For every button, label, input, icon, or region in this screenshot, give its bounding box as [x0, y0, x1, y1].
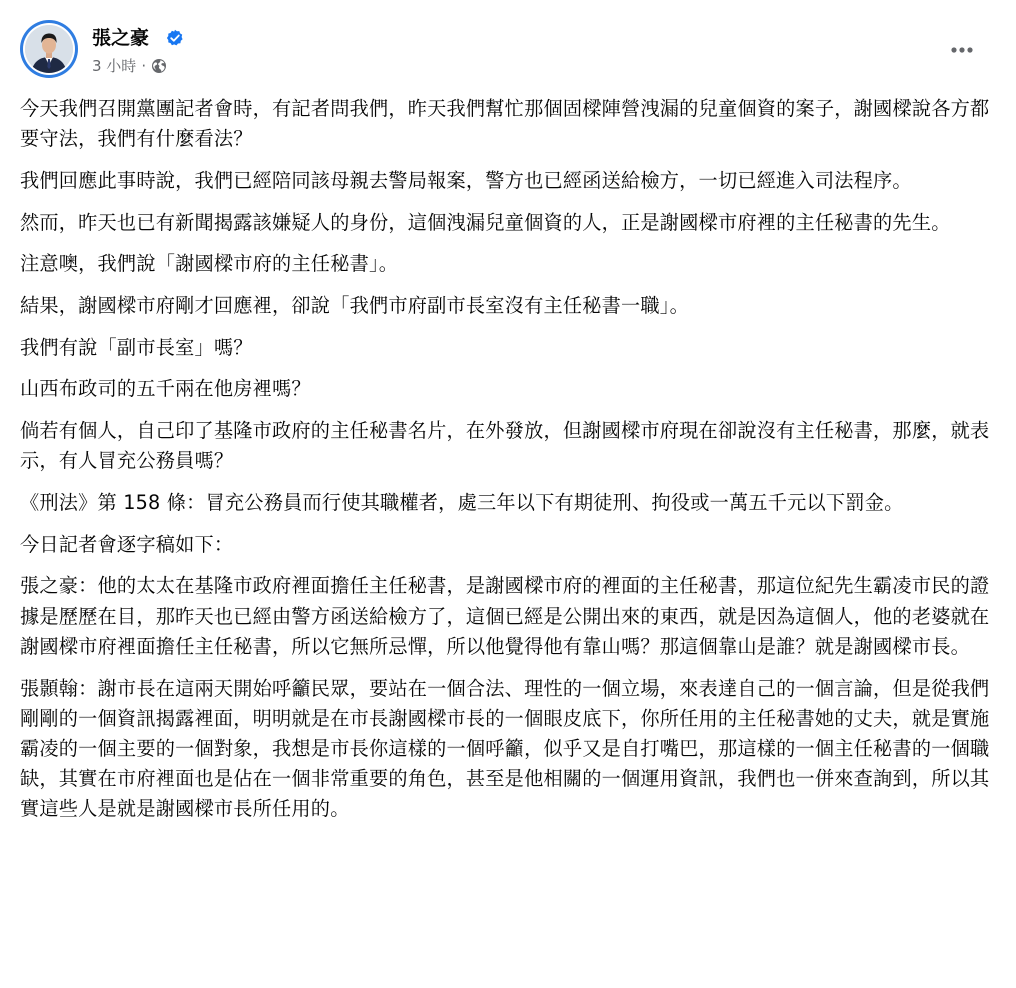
post-paragraph: 然而，昨天也已有新聞揭露該嫌疑人的身份，這個洩漏兒童個資的人，正是謝國樑市府裡的主任秘書的先生。	[20, 210, 951, 234]
verified-badge-icon	[166, 29, 184, 47]
post-paragraph: 今日記者會逐字稿如下：	[20, 532, 234, 556]
post-timestamp[interactable]: 3 小時	[92, 57, 137, 75]
post-paragraph: 今天我們召開黨團記者會時，有記者問我們，昨天我們幫忙那個固樑陣營洩漏的兒童個資的案子，謝國樑說各方都要守法，我們有什麼看法？	[20, 97, 990, 151]
post-paragraph: 注意噢，我們說「謝國樑市府的主任秘書」。	[20, 252, 399, 276]
post-paragraph: 張顥翰：謝市長在這兩天開始呼籲民眾，要站在一個合法、理性的一個立場，來表達自己的一個言論，但是從我們剛剛的一個資訊揭露裡面，明明就是在市長謝國樑市長的一個眼皮底下，你所任用的主任秘書她的丈夫，就是實施霸凌的一個主要的一個對象，我想是市長你這樣的一個呼籲，似乎又是自打嘴巴，那這樣的一個主任秘書的一個職缺，其實在市府裡面也是佔在一個非常重要的角色，甚至是他相關的一個運用資訊，我們也一併來查詢到，所以其實這些人是就是謝國樑市長所任用的。	[20, 676, 990, 821]
post-body	[20, 94, 998, 836]
meta-separator: ·	[141, 57, 147, 75]
more-horizontal-icon	[950, 46, 974, 54]
post-paragraph: 我們有說「副市長室」嗎？	[20, 335, 253, 359]
globe-icon[interactable]	[151, 58, 167, 74]
avatar[interactable]	[20, 20, 78, 78]
avatar-portrait-icon	[25, 25, 73, 73]
post-meta	[92, 56, 167, 76]
post-paragraph: 結果，謝國樑市府剛才回應裡，卻說「我們市府副市長室沒有主任秘書一職」。	[20, 294, 689, 318]
author-name[interactable]: 張之豪	[92, 27, 150, 49]
post-paragraph: 張之豪：他的太太在基隆市政府裡面擔任主任秘書，是謝國樑市府的裡面的主任秘書，那這位紀先生霸凌市民的證據是歷歷在目，那昨天也已經由警方函送給檢方了，這個已經是公開出來的東西，就是因為這個人，他的老婆就在謝國樑市府裡面擔任主任秘書，所以它無所忌憚，所以他覺得他有靠山嗎？那這個靠山是誰？就是謝國樑市長。	[20, 574, 990, 658]
more-options-button[interactable]	[944, 32, 980, 68]
post-paragraph: 山西布政司的五千兩在他房裡嗎？	[20, 377, 311, 401]
avatar-photo	[25, 25, 73, 73]
post-header	[20, 20, 996, 82]
post-paragraph: 《刑法》第 158 條：冒充公務員而行使其職權者，處三年以下有期徒刑、拘役或一萬五千元以下罰金。	[20, 491, 904, 515]
avatar-frame	[23, 23, 75, 75]
post-paragraph: 倘若有個人，自己印了基隆市政府的主任秘書名片，在外發放，但謝國樑市府現在卻說沒有主任秘書，那麼，就表示，有人冒充公務員嗎？	[20, 419, 990, 473]
post-paragraph: 我們回應此事時說，我們已經陪同該母親去警局報案，警方也已經函送給檢方，一切已經進入司法程序。	[20, 168, 912, 192]
